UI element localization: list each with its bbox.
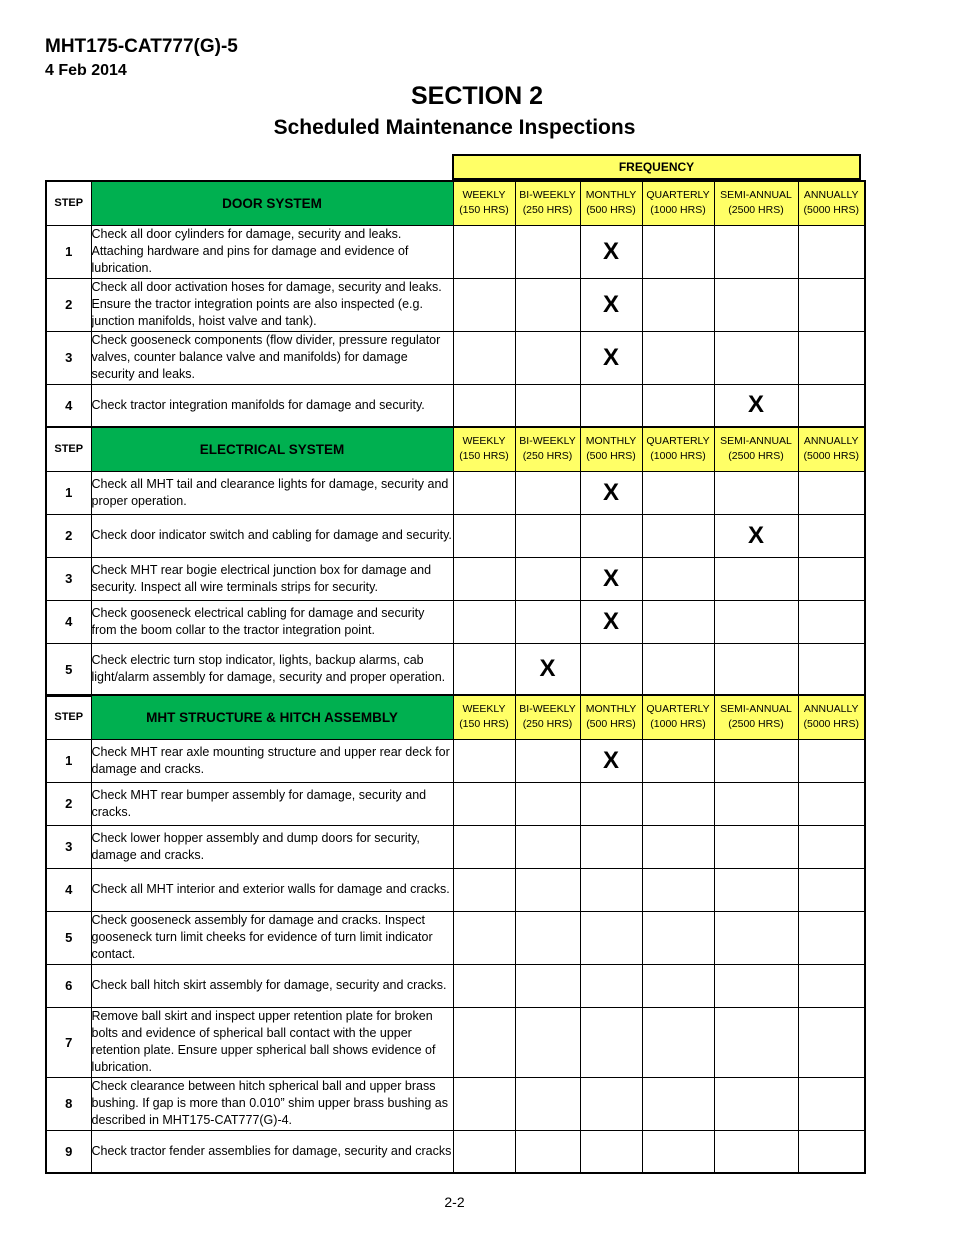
- inspection-description: Check all MHT tail and clearance lights for damage, security and proper operation.: [91, 471, 453, 514]
- step-column-header: STEP: [46, 695, 91, 739]
- frequency-cell: [714, 1007, 798, 1077]
- frequency-column-header: [714, 427, 798, 471]
- frequency-hours: (500 HRS): [586, 718, 636, 731]
- frequency-hours: (500 HRS): [586, 204, 636, 217]
- section-subtitle: Scheduled Maintenance Inspections: [273, 116, 636, 139]
- frequency-hours: (150 HRS): [459, 204, 509, 217]
- frequency-name: WEEKLY: [462, 189, 506, 202]
- table-row: [46, 1077, 865, 1130]
- frequency-column-header: [580, 695, 642, 739]
- frequency-cell: [580, 514, 642, 557]
- frequency-hours: (5000 HRS): [803, 450, 859, 463]
- frequency-mark: X: [515, 643, 580, 696]
- frequency-cell: [798, 911, 865, 964]
- step-number: 7: [46, 1007, 91, 1077]
- frequency-name: ANNUALLY: [803, 189, 859, 202]
- inspection-description: Check all door cylinders for damage, security and leaks. Attaching hardware and pins for damage and evidence of lubrication.: [91, 225, 453, 278]
- frequency-cell: [453, 782, 515, 825]
- step-number: 6: [46, 964, 91, 1007]
- frequency-name: QUARTERLY: [646, 189, 710, 202]
- frequency-hours: (2500 HRS): [728, 718, 784, 731]
- step-number: 1: [46, 739, 91, 782]
- document-id: MHT175-CAT777(G)-5: [45, 36, 238, 57]
- frequency-cell: [515, 557, 580, 600]
- step-number: 3: [46, 331, 91, 384]
- inspection-description: Check all door activation hoses for damage, security and leaks. Ensure the tractor integration points are also inspected (e.g. junction manifolds, hoist valve and tank).: [91, 278, 453, 331]
- frequency-cell: [642, 868, 714, 911]
- frequency-name: WEEKLY: [462, 435, 506, 448]
- step-number: 2: [46, 278, 91, 331]
- step-number: 8: [46, 1077, 91, 1130]
- frequency-cell: [642, 278, 714, 331]
- table-row: [46, 1130, 865, 1173]
- frequency-hours: (2500 HRS): [728, 450, 784, 463]
- frequency-cell: [642, 225, 714, 278]
- frequency-cell: [798, 825, 865, 868]
- frequency-name: QUARTERLY: [646, 703, 710, 716]
- frequency-cell: [798, 557, 865, 600]
- frequency-cell: [515, 964, 580, 1007]
- section-name: MHT STRUCTURE & HITCH ASSEMBLY: [91, 695, 453, 739]
- door-system-table: [45, 180, 866, 428]
- inspection-description: Check clearance between hitch spherical ball and upper brass bushing. If gap is more than 0.010” shim upper brass bushing as described in MHT175-CAT777(G)-4.: [91, 1077, 453, 1130]
- frequency-hours: (5000 HRS): [803, 204, 859, 217]
- frequency-cell: [798, 1077, 865, 1130]
- section-title: SECTION 2: [411, 82, 543, 110]
- frequency-mark: X: [580, 600, 642, 643]
- frequency-cell: [642, 384, 714, 427]
- electrical-system-table: [45, 426, 866, 697]
- frequency-cell: [453, 911, 515, 964]
- frequency-cell: [453, 225, 515, 278]
- inspection-description: Check MHT rear bumper assembly for damage, security and cracks.: [91, 782, 453, 825]
- frequency-mark: X: [580, 739, 642, 782]
- frequency-cell: [580, 1007, 642, 1077]
- frequency-cell: [515, 331, 580, 384]
- frequency-cell: [642, 600, 714, 643]
- frequency-cell: [453, 557, 515, 600]
- table-row: [46, 825, 865, 868]
- table-row: [46, 557, 865, 600]
- step-number: 1: [46, 471, 91, 514]
- frequency-cell: [453, 384, 515, 427]
- inspection-description: Check gooseneck electrical cabling for damage and security from the boom collar to the tractor integration point.: [91, 600, 453, 643]
- section-name: DOOR SYSTEM: [91, 181, 453, 225]
- frequency-cell: [580, 964, 642, 1007]
- frequency-hours: (2500 HRS): [728, 204, 784, 217]
- frequency-cell: [714, 331, 798, 384]
- frequency-cell: [580, 643, 642, 696]
- frequency-mark: X: [714, 384, 798, 427]
- frequency-column-header: [453, 695, 515, 739]
- frequency-hours: (1000 HRS): [650, 450, 706, 463]
- frequency-cell: [642, 964, 714, 1007]
- frequency-cell: [580, 868, 642, 911]
- inspection-description: Check tractor integration manifolds for damage and security.: [91, 384, 453, 427]
- frequency-name: BI-WEEKLY: [519, 435, 576, 448]
- document-date: 4 Feb 2014: [45, 62, 127, 79]
- step-column-header: STEP: [46, 181, 91, 225]
- frequency-cell: [798, 225, 865, 278]
- frequency-cell: [453, 1007, 515, 1077]
- table-row: [46, 868, 865, 911]
- table-row: [46, 911, 865, 964]
- frequency-cell: [453, 964, 515, 1007]
- frequency-cell: [580, 782, 642, 825]
- frequency-cell: [453, 868, 515, 911]
- frequency-cell: [515, 1130, 580, 1173]
- frequency-cell: [515, 739, 580, 782]
- inspection-description: Check electric turn stop indicator, lights, backup alarms, cab light/alarm assembly for damage, security and proper operation.: [91, 643, 453, 696]
- frequency-column-header: [642, 695, 714, 739]
- frequency-cell: [515, 911, 580, 964]
- inspection-description: Check gooseneck assembly for damage and cracks. Inspect gooseneck turn limit cheeks for evidence of turn limit indicator contact.: [91, 911, 453, 964]
- frequency-cell: [515, 825, 580, 868]
- inspection-description: Check gooseneck components (flow divider, pressure regulator valves, counter balance valve and manifolds) for damage security and leaks.: [91, 331, 453, 384]
- frequency-hours: (500 HRS): [586, 450, 636, 463]
- frequency-cell: [798, 1130, 865, 1173]
- frequency-cell: [798, 643, 865, 696]
- frequency-cell: [515, 225, 580, 278]
- frequency-cell: [642, 825, 714, 868]
- table-row: [46, 225, 865, 278]
- frequency-cell: [714, 643, 798, 696]
- inspection-description: Check door indicator switch and cabling for damage and security.: [91, 514, 453, 557]
- frequency-cell: [714, 964, 798, 1007]
- frequency-cell: [798, 471, 865, 514]
- step-column-header: STEP: [46, 427, 91, 471]
- frequency-cell: [714, 739, 798, 782]
- frequency-cell: [515, 868, 580, 911]
- step-number: 3: [46, 825, 91, 868]
- frequency-mark: X: [714, 514, 798, 557]
- frequency-column-header: [580, 427, 642, 471]
- frequency-header: FREQUENCY: [452, 154, 861, 180]
- step-number: 9: [46, 1130, 91, 1173]
- inspection-description: Check all MHT interior and exterior walls for damage and cracks.: [91, 868, 453, 911]
- frequency-mark: X: [580, 278, 642, 331]
- frequency-column-header: [515, 695, 580, 739]
- frequency-cell: [642, 782, 714, 825]
- frequency-cell: [453, 471, 515, 514]
- frequency-cell: [515, 782, 580, 825]
- table-row: [46, 331, 865, 384]
- frequency-cell: [798, 782, 865, 825]
- frequency-name: BI-WEEKLY: [519, 703, 576, 716]
- frequency-column-header: [798, 181, 865, 225]
- frequency-cell: [515, 514, 580, 557]
- frequency-mark: X: [580, 557, 642, 600]
- frequency-mark: X: [580, 331, 642, 384]
- frequency-cell: [580, 825, 642, 868]
- frequency-cell: [714, 600, 798, 643]
- step-number: 2: [46, 782, 91, 825]
- frequency-name: ANNUALLY: [803, 703, 859, 716]
- frequency-cell: [515, 1007, 580, 1077]
- frequency-cell: [642, 739, 714, 782]
- frequency-name: WEEKLY: [462, 703, 506, 716]
- inspection-description: Check MHT rear axle mounting structure and upper rear deck for damage and cracks.: [91, 739, 453, 782]
- step-number: 2: [46, 514, 91, 557]
- frequency-cell: [453, 825, 515, 868]
- frequency-cell: [642, 557, 714, 600]
- frequency-cell: [798, 331, 865, 384]
- frequency-cell: [642, 1007, 714, 1077]
- frequency-name: MONTHLY: [585, 435, 637, 448]
- step-number: 4: [46, 868, 91, 911]
- frequency-column-header: [515, 427, 580, 471]
- inspection-description: Remove ball skirt and inspect upper retention plate for broken bolts and evidence of spherical ball contact with the upper retention plate. Ensure upper spherical ball shows evidence of lubrication.: [91, 1007, 453, 1077]
- table-row: [46, 600, 865, 643]
- frequency-cell: [714, 911, 798, 964]
- frequency-mark: X: [580, 471, 642, 514]
- frequency-hours: (150 HRS): [459, 450, 509, 463]
- frequency-cell: [580, 911, 642, 964]
- table-row: [46, 782, 865, 825]
- frequency-cell: [580, 1130, 642, 1173]
- frequency-hours: (250 HRS): [522, 204, 573, 217]
- frequency-hours: (150 HRS): [459, 718, 509, 731]
- frequency-column-header: [714, 695, 798, 739]
- frequency-cell: [453, 1077, 515, 1130]
- table-row: [46, 278, 865, 331]
- table-row: [46, 964, 865, 1007]
- frequency-cell: [580, 1077, 642, 1130]
- section-name: ELECTRICAL SYSTEM: [91, 427, 453, 471]
- frequency-cell: [453, 278, 515, 331]
- frequency-cell: [642, 514, 714, 557]
- frequency-cell: [798, 384, 865, 427]
- frequency-column-header: [453, 181, 515, 225]
- step-number: 5: [46, 643, 91, 696]
- step-number: 4: [46, 600, 91, 643]
- step-number: 4: [46, 384, 91, 427]
- frequency-cell: [798, 964, 865, 1007]
- frequency-cell: [642, 1077, 714, 1130]
- frequency-name: SEMI-ANNUAL: [720, 703, 792, 716]
- frequency-cell: [714, 278, 798, 331]
- frequency-cell: [453, 600, 515, 643]
- frequency-column-header: [515, 181, 580, 225]
- frequency-cell: [515, 1077, 580, 1130]
- inspection-description: Check ball hitch skirt assembly for damage, security and cracks.: [91, 964, 453, 1007]
- frequency-cell: [714, 825, 798, 868]
- frequency-hours: (1000 HRS): [650, 204, 706, 217]
- inspection-description: Check tractor fender assemblies for damage, security and cracks: [91, 1130, 453, 1173]
- table-row: [46, 739, 865, 782]
- frequency-cell: [714, 557, 798, 600]
- inspection-description: Check MHT rear bogie electrical junction box for damage and security. Inspect all wire terminals strips for security.: [91, 557, 453, 600]
- inspection-description: Check lower hopper assembly and dump doors for security, damage and cracks.: [91, 825, 453, 868]
- frequency-column-header: [714, 181, 798, 225]
- frequency-cell: [515, 471, 580, 514]
- frequency-cell: [798, 1007, 865, 1077]
- frequency-column-header: [642, 427, 714, 471]
- frequency-cell: [515, 384, 580, 427]
- page-number: 2-2: [444, 1194, 465, 1210]
- frequency-cell: [453, 643, 515, 696]
- frequency-name: ANNUALLY: [803, 435, 859, 448]
- frequency-cell: [714, 868, 798, 911]
- frequency-cell: [453, 331, 515, 384]
- frequency-cell: [453, 739, 515, 782]
- frequency-cell: [642, 471, 714, 514]
- frequency-cell: [642, 331, 714, 384]
- frequency-cell: [642, 643, 714, 696]
- step-number: 5: [46, 911, 91, 964]
- table-row: [46, 471, 865, 514]
- frequency-cell: [515, 278, 580, 331]
- frequency-name: SEMI-ANNUAL: [720, 435, 792, 448]
- frequency-column-header: [580, 181, 642, 225]
- frequency-cell: [798, 600, 865, 643]
- frequency-cell: [714, 471, 798, 514]
- section-header-row: [46, 695, 865, 739]
- frequency-hours: (250 HRS): [522, 450, 573, 463]
- frequency-column-header: [798, 695, 865, 739]
- frequency-name: MONTHLY: [585, 703, 637, 716]
- frequency-cell: [714, 1077, 798, 1130]
- frequency-name: QUARTERLY: [646, 435, 710, 448]
- structure-hitch-table: [45, 694, 866, 1174]
- frequency-mark: X: [580, 225, 642, 278]
- frequency-name: MONTHLY: [585, 189, 637, 202]
- section-header-row: [46, 427, 865, 471]
- frequency-cell: [798, 739, 865, 782]
- frequency-cell: [642, 911, 714, 964]
- frequency-hours: (1000 HRS): [650, 718, 706, 731]
- frequency-hours: (250 HRS): [522, 718, 573, 731]
- table-row: [46, 1007, 865, 1077]
- frequency-cell: [798, 278, 865, 331]
- frequency-column-header: [642, 181, 714, 225]
- frequency-cell: [714, 225, 798, 278]
- frequency-column-header: [453, 427, 515, 471]
- frequency-cell: [798, 514, 865, 557]
- frequency-column-header: [798, 427, 865, 471]
- frequency-hours: (5000 HRS): [803, 718, 859, 731]
- frequency-cell: [453, 1130, 515, 1173]
- step-number: 1: [46, 225, 91, 278]
- frequency-cell: [515, 600, 580, 643]
- frequency-name: SEMI-ANNUAL: [720, 189, 792, 202]
- table-row: [46, 643, 865, 696]
- frequency-cell: [580, 384, 642, 427]
- table-row: [46, 384, 865, 427]
- frequency-cell: [798, 868, 865, 911]
- frequency-cell: [714, 1130, 798, 1173]
- frequency-cell: [453, 514, 515, 557]
- section-header-row: [46, 181, 865, 225]
- frequency-name: BI-WEEKLY: [519, 189, 576, 202]
- frequency-cell: [714, 782, 798, 825]
- frequency-cell: [642, 1130, 714, 1173]
- step-number: 3: [46, 557, 91, 600]
- table-row: [46, 514, 865, 557]
